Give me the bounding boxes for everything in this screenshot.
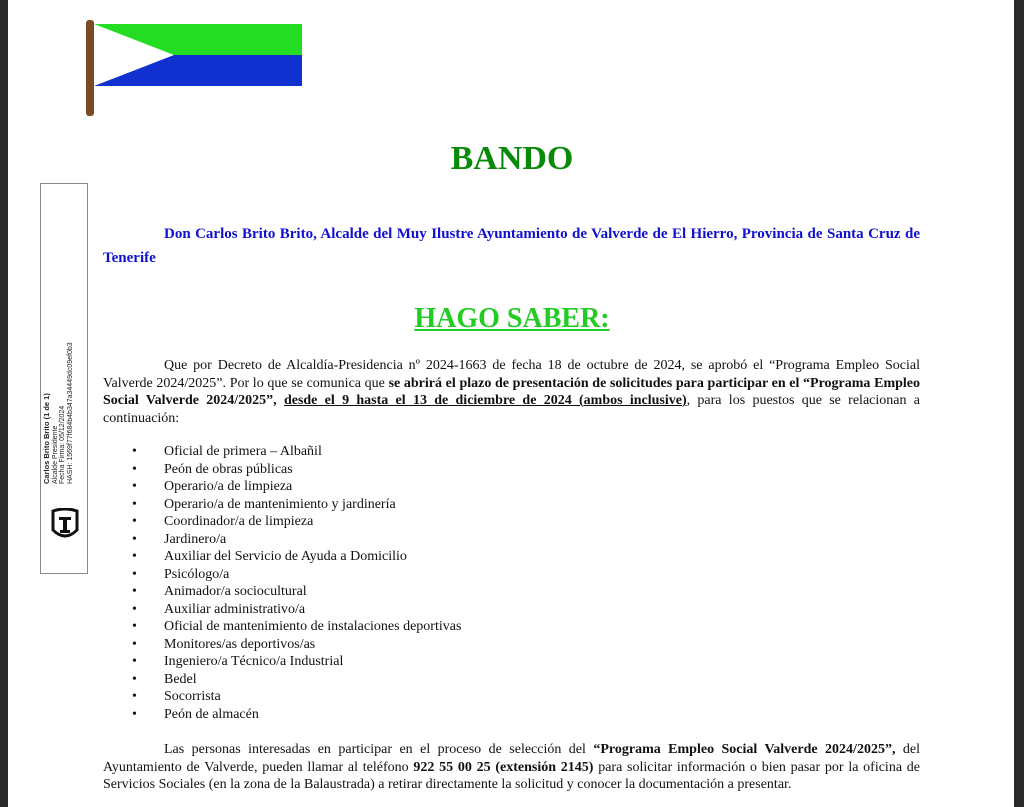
bullet: •: [132, 636, 137, 652]
list-item: [103, 443, 461, 461]
bullet: •: [132, 601, 137, 617]
position-label: Peón de obras públicas: [164, 461, 293, 477]
signature-text: [43, 342, 74, 484]
list-item: [103, 583, 461, 601]
signature-stamp: [40, 183, 88, 574]
list-item: [103, 513, 461, 531]
program-name: “Programa Empleo Social Valverde 2024/2025”,: [593, 742, 896, 757]
list-item: [103, 671, 461, 689]
issuer-header: [103, 222, 920, 270]
bullet: •: [132, 496, 137, 512]
bold-text: se abrirá el plazo de presentación de solicitudes para participar en el “Programa Empleo Social Valverde 2024/2025”,: [103, 375, 920, 408]
text: del Ayuntamiento de Valverde, pueden llamar al teléfono: [103, 742, 920, 775]
list-item: [103, 478, 461, 496]
list-item: [103, 688, 461, 706]
position-label: Operario/a de limpieza: [164, 479, 293, 494]
list-item: [103, 461, 461, 479]
bullet: •: [132, 479, 137, 494]
bullet: •: [132, 549, 137, 564]
position-label: Operario/a de mantenimiento y jardinería: [164, 496, 396, 512]
bullet: •: [132, 584, 137, 599]
bullet: •: [132, 566, 137, 582]
el-hierro-flag: [84, 20, 304, 118]
signer-role: Alcalde Presidente: [51, 425, 59, 484]
list-item: [103, 496, 461, 514]
bullet: •: [132, 444, 137, 459]
hago-saber-heading: HAGO SABER:: [414, 303, 610, 334]
position-label: Oficial de primera – Albañil: [164, 444, 322, 459]
bullet: •: [132, 671, 137, 687]
positions-list: [103, 443, 461, 723]
position-label: Bedel: [164, 671, 197, 687]
position-label: Ingeniero/a Técnico/a Industrial: [164, 654, 344, 669]
position-label: Socorrista: [164, 689, 221, 704]
list-item: [103, 653, 461, 671]
bullet: •: [132, 706, 137, 722]
bullet: •: [132, 461, 137, 477]
bullet: •: [132, 531, 137, 547]
issuer-text: Don Carlos Brito Brito, Alcalde del Muy Ilustre Ayuntamiento de Valverde de El Hierro, Provincia de Santa Cruz de Tenerife: [103, 226, 920, 266]
position-label: Peón de almacén: [164, 706, 259, 722]
date-range: desde el 9 hasta el 13 de diciembre de 2024 (ambos inclusive): [283, 393, 687, 408]
position-label: Auxiliar del Servicio de Ayuda a Domicilio: [164, 549, 407, 564]
list-item: [103, 706, 461, 724]
list-item: [103, 566, 461, 584]
announcement-paragraph: [103, 357, 920, 427]
text: Que por Decreto de Alcaldía-Presidencia nº 2024-1663 de fecha 18 de octubre de 2024, se aprobó el “Programa Empleo Social Valverde 2024/2025”. Por lo que se comunica que: [103, 358, 920, 391]
municipal-seal-icon: [49, 508, 81, 542]
position-label: Auxiliar administrativo/a: [164, 601, 306, 617]
bullet: •: [132, 514, 137, 529]
position-label: Coordinador/a de limpieza: [164, 514, 314, 529]
bullet: •: [132, 654, 137, 669]
signature-date: Fecha Firma: 05/12/2024: [59, 405, 66, 484]
position-label: Animador/a sociocultural: [164, 584, 307, 599]
document-title: BANDO: [450, 140, 574, 177]
text: [277, 393, 284, 408]
list-item: [103, 531, 461, 549]
contact-paragraph: [103, 741, 920, 794]
bullet: •: [132, 689, 137, 704]
text: para solicitar información o bien pasar por la oficina de Servicios Sociales (en la zona de la Balaustrada) a retirar directamente la solicitud y conocer la documentación a presentar.: [103, 759, 920, 792]
phone-number: 922 55 00 25 (extensión 2145): [413, 759, 594, 775]
list-item: [103, 548, 461, 566]
position-label: Psicólogo/a: [164, 566, 230, 582]
text: Las personas interesadas en participar en el proceso de selección del: [164, 742, 594, 757]
list-item: [103, 601, 461, 619]
position-label: Jardinero/a: [164, 531, 227, 547]
signer-name: Carlos Brito Brito (1 de 1): [42, 393, 51, 484]
list-item: [103, 618, 461, 636]
signature-hash: HASH: 1569f77f684b4b347a34449dc09ef0b3: [66, 342, 74, 484]
bullet: •: [132, 619, 137, 634]
position-label: Oficial de mantenimiento de instalaciones deportivas: [164, 619, 462, 634]
list-item: [103, 636, 461, 654]
position-label: Monitores/as deportivos/as: [164, 636, 316, 652]
text: , para los puestos que se relacionan a continuación:: [103, 393, 920, 426]
